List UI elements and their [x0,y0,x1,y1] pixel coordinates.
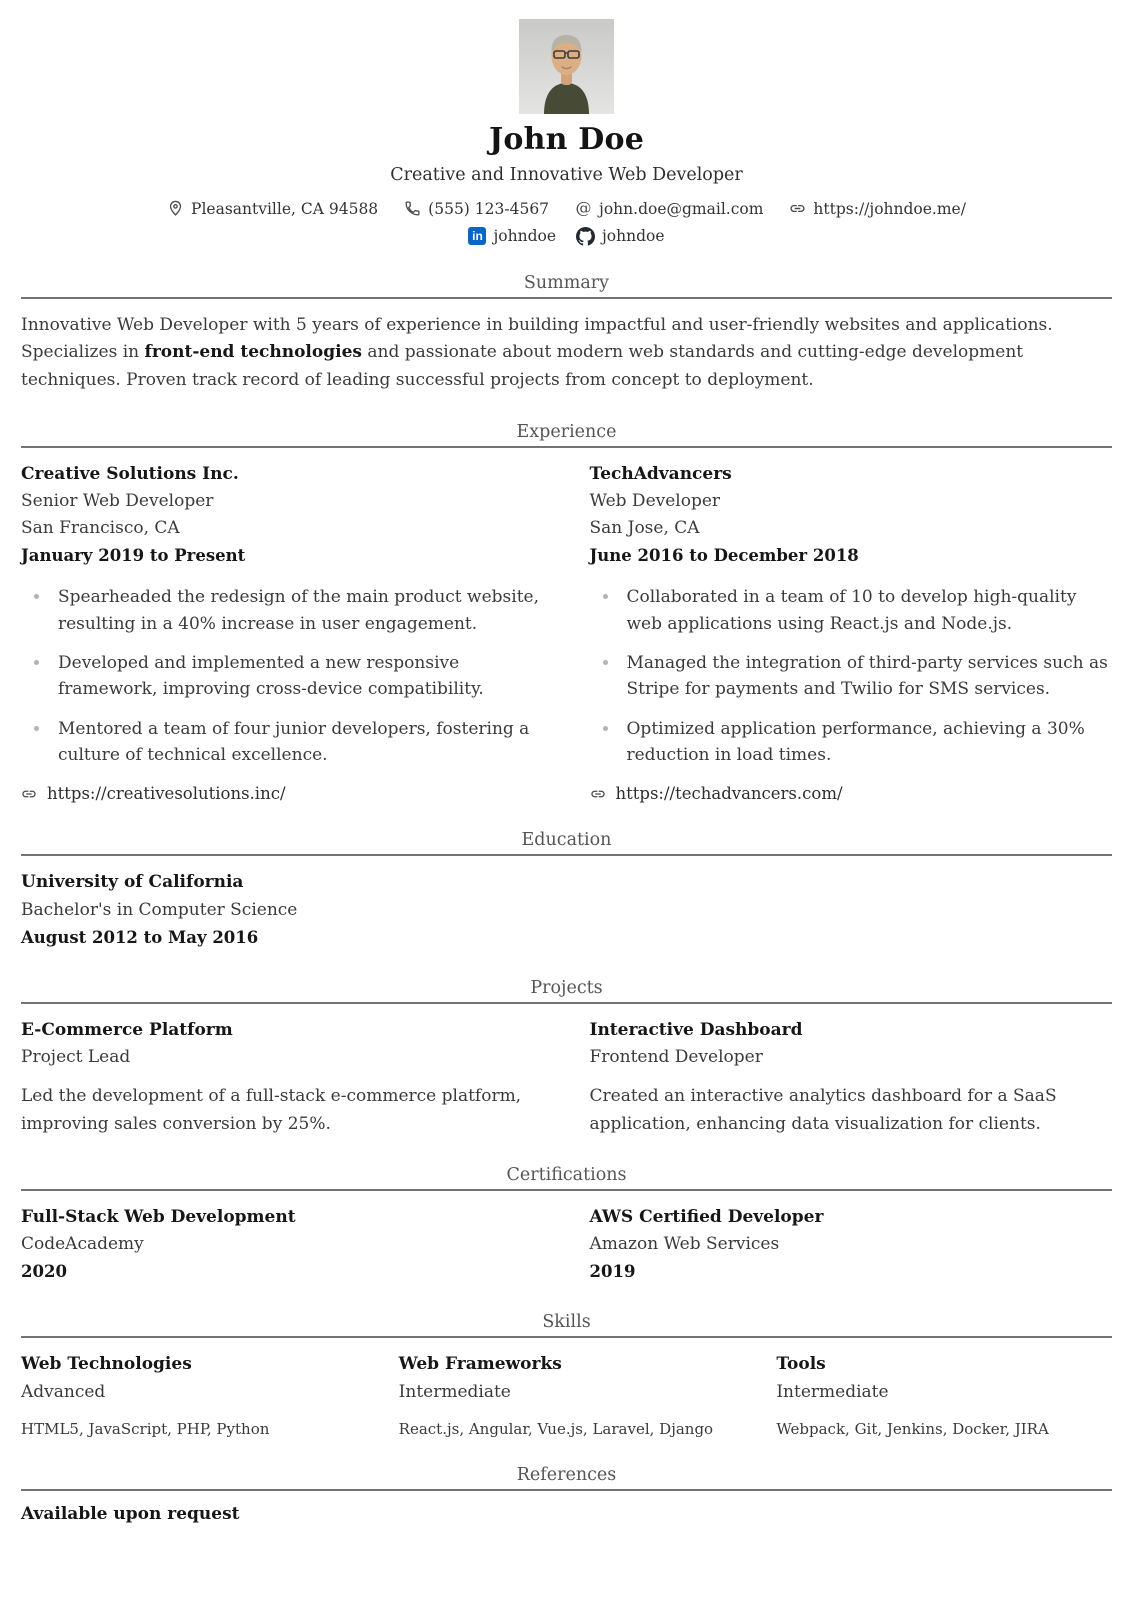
section-projects [21,978,1112,1138]
experience-bullet [590,716,1113,769]
experience-bullet [590,584,1113,637]
skill-group [21,1351,357,1437]
experience-bullet [21,716,544,769]
profile-photo [519,19,614,114]
education-entry [21,869,1112,951]
section-education [21,830,1112,951]
education-heading: Education [521,830,612,851]
certification-name: Full-Stack Web Development [21,1206,296,1227]
contact-row-social [21,227,1112,246]
project-role: Project Lead [21,1047,131,1068]
contact-location-text: Pleasantville, CA 94588 [191,199,379,218]
link-icon [21,786,37,802]
certification-issuer: CodeAcademy [21,1233,144,1254]
project-description: Led the development of a full-stack e-commerce platform, improving sales conversion by 25%. [21,1086,522,1134]
person-name: John Doe [489,122,644,157]
references-heading: References [516,1464,617,1485]
experience-bullet [21,584,544,637]
company-link-text: https://creativesolutions.inc/ [47,784,286,804]
contact-phone-text: (555) 123-4567 [428,199,550,218]
bullet-icon [603,726,608,731]
project-name: Interactive Dashboard [589,1020,803,1041]
bullet-text: Collaborated in a team of 10 to develop high-quality web applications using React.js and Node.js. [626,587,1077,634]
skill-level: Intermediate [398,1381,511,1402]
certifications-heading: Certifications [506,1164,627,1185]
school-name: University of California [21,872,244,893]
skills-heading: Skills [542,1312,591,1333]
certification-entry [590,1204,1113,1286]
contact-row-primary [21,200,1112,218]
bullet-icon [34,594,39,599]
bullet-icon [34,660,39,665]
contact-linkedin[interactable] [468,227,556,245]
person-title: Creative and Innovative Web Developer [390,164,743,185]
project-name: E-Commerce Platform [21,1020,233,1041]
job-location: San Jose, CA [589,517,700,538]
contact-email[interactable] [575,200,763,218]
company-name: Creative Solutions Inc. [21,463,239,484]
skill-group [399,1351,735,1437]
summary-text [21,312,1112,395]
project-entry [590,1017,1113,1138]
contact-github-text: johndoe [602,227,665,245]
experience-entry [590,461,1113,804]
skill-category: Web Technologies [21,1354,192,1375]
link-icon [590,786,606,802]
bullet-icon [603,594,608,599]
bullet-text: Spearheaded the redesign of the main product website, resulting in a 40% increase in user engagement. [58,587,539,634]
contact-linkedin-text: johndoe [493,227,556,245]
skill-level: Advanced [21,1381,106,1402]
section-experience [21,422,1112,804]
github-icon [576,227,595,246]
skill-category: Web Frameworks [398,1354,562,1375]
bullet-text: Developed and implemented a new responsive framework, improving cross-device compatibility. [58,653,484,700]
section-references [21,1465,1112,1524]
contact-phone [404,200,549,218]
project-role: Frontend Developer [589,1047,763,1068]
section-divider [21,297,1112,299]
section-summary [21,273,1112,395]
job-role: Senior Web Developer [21,490,214,511]
references-text: Available upon request [21,1503,240,1524]
certification-year: 2019 [589,1262,636,1282]
company-link[interactable] [590,784,1113,803]
skill-items: HTML5, JavaScript, PHP, Python [21,1419,270,1438]
certification-year: 2020 [21,1262,67,1282]
summary-text-part: and passionate about modern web standards and cutting-edge development techniques. Proven track record of leading successful projects from concept to deployment. [21,342,1024,390]
project-description: Created an interactive analytics dashboard for a SaaS application, enhancing data visualization for clients. [589,1086,1057,1134]
section-divider [21,1189,1112,1191]
contact-website[interactable] [789,200,966,218]
map-pin-icon [167,200,184,217]
section-divider [21,1489,1112,1491]
skill-items: Webpack, Git, Jenkins, Docker, JIRA [776,1419,1049,1438]
summary-text-part: Innovative Web Developer with 5 years of experience in building impactful and user-friendly websites and applications. Specializes in [21,314,1053,363]
job-role: Web Developer [589,490,721,511]
link-icon [789,200,806,217]
linkedin-icon: in [468,227,486,245]
experience-entry [21,461,544,804]
contact-website-text: https://johndoe.me/ [813,199,966,218]
profile-photo-image [519,19,614,114]
bullet-icon [603,660,608,665]
section-certifications [21,1165,1112,1286]
bullet-text: Mentored a team of four junior developers, fostering a culture of technical excellence. [58,718,530,766]
job-dates: January 2019 to Present [21,546,246,566]
company-name: TechAdvancers [589,463,732,484]
job-dates: June 2016 to December 2018 [589,546,859,566]
bullet-text: Managed the integration of third-party services such as Stripe for payments and Twilio for SMS services. [626,653,1108,700]
certification-entry [21,1204,544,1286]
at-sign-icon: @ [575,198,592,217]
bullet-icon [34,726,39,731]
summary-text-bold: front-end technologies [144,342,362,363]
summary-heading: Summary [523,272,610,293]
projects-heading: Projects [530,978,603,999]
contact-github[interactable] [576,227,665,246]
certification-name: AWS Certified Developer [589,1206,824,1227]
skill-group [776,1351,1112,1437]
experience-heading: Experience [516,421,617,442]
skill-items: React.js, Angular, Vue.js, Laravel, Django [398,1419,714,1438]
certification-issuer: Amazon Web Services [589,1233,780,1254]
phone-icon [404,200,421,217]
section-divider [21,854,1112,856]
experience-bullet [21,650,544,703]
section-skills [21,1312,1112,1437]
degree: Bachelor's in Computer Science [21,899,298,920]
section-divider [21,1002,1112,1004]
company-link-text: https://techadvancers.com/ [615,784,843,804]
skill-level: Intermediate [776,1381,889,1402]
job-location: San Francisco, CA [21,517,180,538]
bullet-text: Optimized application performance, achieving a 30% reduction in load times. [626,718,1085,766]
project-entry [21,1017,544,1138]
section-divider [21,1336,1112,1338]
resume-header [21,19,1112,246]
education-dates: August 2012 to May 2016 [21,927,259,947]
section-divider [21,446,1112,448]
company-link[interactable] [21,784,544,803]
contact-email-text: john.doe@gmail.com [599,199,764,218]
contact-location [167,200,378,218]
experience-bullet [590,650,1113,703]
skill-category: Tools [776,1354,826,1375]
